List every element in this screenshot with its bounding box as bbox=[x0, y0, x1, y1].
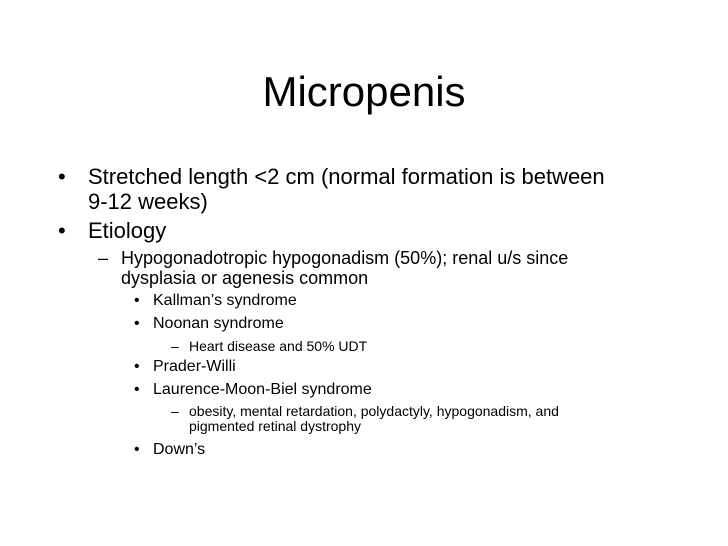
item-line: Laurence-Moon-Biel syndrome bbox=[153, 381, 372, 398]
subitem-prader-willi bbox=[153, 358, 236, 376]
bullet-level3: • bbox=[134, 315, 140, 332]
bullet-level3: • bbox=[134, 381, 140, 398]
subitem-downs bbox=[153, 441, 205, 459]
subitem-laurence-moon-biel bbox=[153, 381, 372, 399]
item-line: Noonan syndrome bbox=[153, 315, 284, 332]
item-line: obesity, mental retardation, polydactyly, hypogonadism, and bbox=[189, 403, 559, 419]
bullet-item-etiology bbox=[88, 218, 166, 243]
dash-level2: – bbox=[98, 248, 109, 268]
bullet-level3: • bbox=[134, 441, 140, 458]
item-line: Stretched length <2 cm (normal formation is between bbox=[88, 164, 605, 189]
dash-level4: – bbox=[171, 338, 179, 354]
item-line: Etiology bbox=[88, 218, 167, 243]
bullet-level1: • bbox=[58, 218, 66, 243]
subitem-heart-disease bbox=[189, 339, 367, 354]
bullet-item-stretched-length bbox=[88, 164, 605, 214]
item-line: pigmented retinal dystrophy bbox=[189, 418, 361, 434]
item-line: Prader-Willi bbox=[153, 358, 236, 375]
subitem-noonan bbox=[153, 315, 284, 333]
bullet-level3: • bbox=[134, 292, 140, 309]
subitem-obesity bbox=[189, 404, 559, 434]
item-line: Kallman’s syndrome bbox=[153, 292, 297, 309]
item-line: Down’s bbox=[153, 441, 206, 458]
bullet-level1: • bbox=[58, 164, 66, 189]
item-line: 9-12 weeks) bbox=[88, 189, 208, 214]
dash-level4: – bbox=[171, 403, 179, 419]
item-line: Heart disease and 50% UDT bbox=[189, 338, 368, 354]
bullet-level3: • bbox=[134, 358, 140, 375]
subitem-hypogonadotropic bbox=[121, 248, 568, 288]
subitem-kallman bbox=[153, 292, 297, 310]
item-line: Hypogonadotropic hypogonadism (50%); renal u/s since bbox=[121, 248, 569, 268]
item-line: dysplasia or agenesis common bbox=[121, 268, 369, 288]
slide-title: Micropenis bbox=[262, 68, 466, 115]
